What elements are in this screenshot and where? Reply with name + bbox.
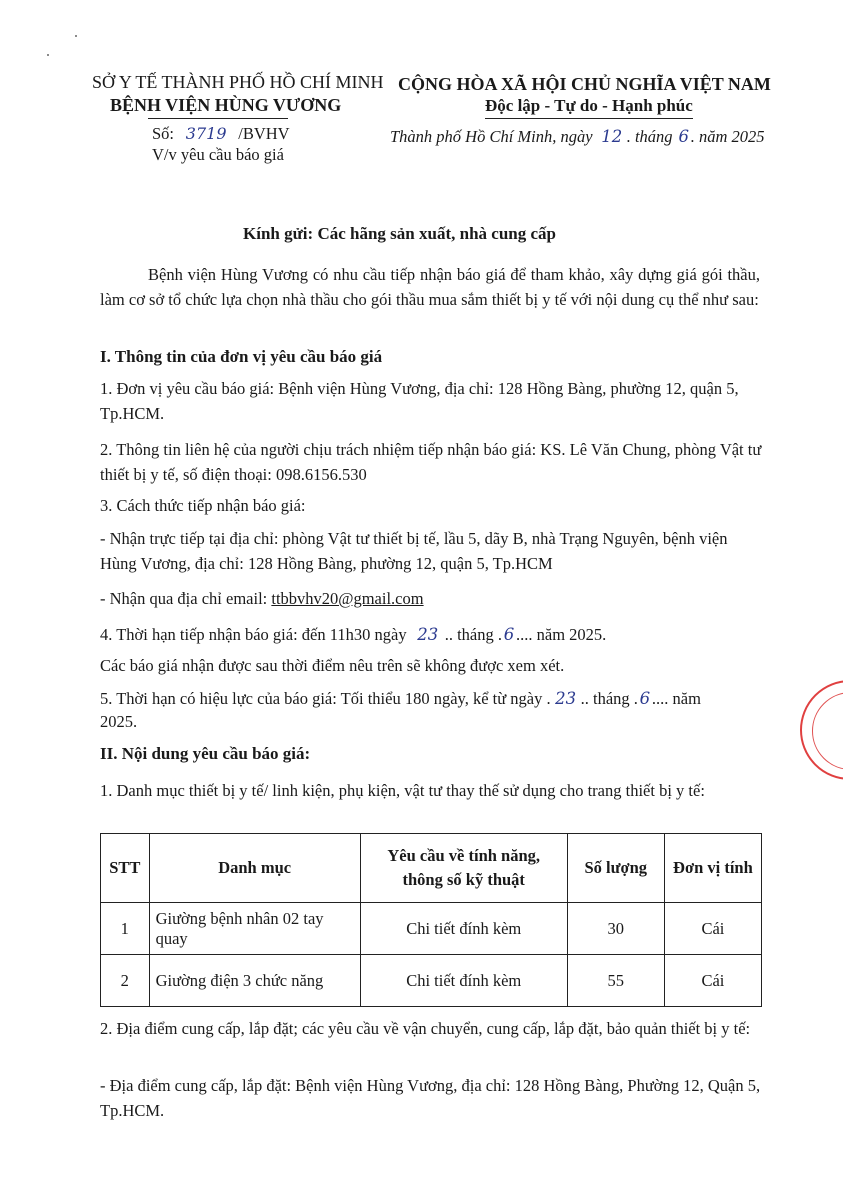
section-1-item-3: 3. Cách thức tiếp nhận báo giá: [100, 496, 306, 515]
col-header-quantity: Số lượng [567, 834, 664, 903]
item5-month-label: tháng [593, 689, 630, 708]
item5-suffix: năm [672, 689, 701, 708]
item5-month-handwritten: 6 [639, 689, 651, 708]
section-2-item-2: 2. Địa điểm cung cấp, lắp đặt; các yêu cầu về vận chuyển, cung cấp, lắp đặt, bảo quản thiết bị y tế: [100, 1019, 751, 1038]
date-prefix: Thành phố Hồ Chí Minh, ngày [390, 127, 593, 146]
nation-title: CỘNG HÒA XÃ HỘI CHỦ NGHĨA VIỆT NAM [398, 74, 771, 94]
equipment-table [100, 833, 762, 1007]
email-prefix: - Nhận qua địa chỉ email: [100, 589, 268, 608]
cell-item: Giường bệnh nhân 02 tay quay [149, 903, 360, 955]
cell-quantity: 30 [567, 903, 664, 955]
intro-paragraph [100, 262, 760, 312]
cell-unit: Cái [664, 955, 761, 1007]
section-1-item-4: 4. Thời hạn tiếp nhận báo giá: đến 11h30 ngày 23 .. tháng . 6 .... năm 2025. [100, 622, 762, 647]
item4-day-handwritten: 23 [417, 625, 439, 644]
email-link[interactable]: ttbbvhv20@gmail.com [271, 589, 424, 608]
intro-text: Bệnh viện Hùng Vương có nhu cầu tiếp nhận báo giá để tham khảo, xây dựng giá gói thầu, làm cơ sở tổ chức lựa chọn nhà thầu cho gói thầu mua sắm thiết bị y tế với nội dung cụ thể như sau: [100, 265, 760, 309]
item4-month-label: tháng [457, 625, 494, 644]
official-stamp [800, 680, 843, 780]
section-2-item-1: 1. Danh mục thiết bị y tế/ linh kiện, phụ kiện, vật tư thay thế sử dụng cho trang thiết bị y tế: [100, 781, 705, 800]
doc-number-handwritten: 3719 [185, 124, 227, 143]
cell-unit: Cái [664, 903, 761, 955]
table-row [101, 955, 762, 1007]
date-year: năm 2025 [698, 127, 765, 146]
cell-stt: 1 [101, 903, 150, 955]
motto-underline [485, 118, 693, 119]
col-header-unit: Đơn vị tính [664, 834, 761, 903]
section-2-heading: II. Nội dung yêu cầu báo giá: [100, 744, 311, 763]
cell-item: Giường điện 3 chức năng [149, 955, 360, 1007]
doc-number-suffix: /BVHV [238, 124, 290, 143]
scan-speck [75, 35, 77, 37]
section-1-item-2: 2. Thông tin liên hệ của người chịu trách nhiệm tiếp nhận báo giá: KS. Lê Văn Chung, phòng Vật tư thiết bị y tế, số điện thoại: 098.6156.530 [100, 440, 762, 484]
doc-number-label: Số: [152, 124, 175, 143]
item5-prefix: 5. Thời hạn có hiệu lực của báo giá: Tối thiểu 180 ngày, kể từ ngày [100, 689, 543, 708]
item5-day-handwritten: 23 [555, 689, 577, 708]
national-motto: Độc lập - Tự do - Hạnh phúc [485, 96, 693, 115]
scan-speck [47, 54, 49, 56]
item4-suffix: năm 2025. [536, 625, 607, 644]
section-1-item-1: 1. Đơn vị yêu cầu báo giá: Bệnh viện Hùng Vương, địa chỉ: 128 Hồng Bàng, phường 12, quận 5, Tp.HCM. [100, 379, 739, 423]
cell-spec: Chi tiết đính kèm [360, 955, 567, 1007]
ministry-name: SỞ Y TẾ THÀNH PHỐ HỒ CHÍ MINH [92, 72, 384, 92]
doc-subject: V/v yêu cầu báo giá [152, 145, 284, 164]
item4-month-handwritten: 6 [503, 625, 515, 644]
date-day-handwritten: 12 [601, 127, 623, 146]
col-header-spec: Yêu cầu về tính năng, thông số kỹ thuật [360, 834, 567, 903]
section-2-item-2a: - Địa điểm cung cấp, lắp đặt: Bệnh viện Hùng Vương, địa chỉ: 128 Hồng Bàng, Phường 12, Quận 5, Tp.HCM. [100, 1076, 761, 1120]
section-1-note: Các báo giá nhận được sau thời điểm nêu trên sẽ không được xem xét. [100, 656, 565, 675]
item4-prefix: 4. Thời hạn tiếp nhận báo giá: đến 11h30 ngày [100, 625, 407, 644]
section-1-item-3a: - Nhận trực tiếp tại địa chỉ: phòng Vật tư thiết bị tế, lầu 5, dãy B, nhà Trạng Nguyên, bệnh viện Hùng Vương, địa chỉ: 128 Hồng Bàng, phường 12, quận 5, Tp.HCM [100, 529, 728, 573]
stamp-inner-ring [812, 692, 843, 770]
section-1-item-5-year: 2025. [100, 712, 138, 731]
hospital-underline [148, 118, 288, 119]
col-header-item: Danh mục [149, 834, 360, 903]
salutation: Kính gửi: Các hãng sản xuất, nhà cung cấp [243, 224, 556, 243]
date-month-label: tháng [634, 127, 673, 146]
col-header-stt: STT [101, 834, 150, 903]
cell-quantity: 55 [567, 955, 664, 1007]
hospital-name: BỆNH VIỆN HÙNG VƯƠNG [110, 95, 342, 115]
table-header-row [101, 834, 762, 903]
section-1-heading: I. Thông tin của đơn vị yêu cầu báo giá [100, 347, 383, 366]
section-1-item-5: 5. Thời hạn có hiệu lực của báo giá: Tối thiểu 180 ngày, kể từ ngày . 23 .. tháng . 6 .... năm [100, 686, 762, 711]
table-row [101, 903, 762, 955]
cell-stt: 2 [101, 955, 150, 1007]
issue-date: Thành phố Hồ Chí Minh, ngày 12 . tháng 6 . năm 2025 [390, 127, 765, 146]
doc-number [152, 124, 290, 144]
section-1-item-3b [100, 586, 762, 611]
cell-spec: Chi tiết đính kèm [360, 903, 567, 955]
date-month-handwritten: 6 [678, 127, 689, 146]
